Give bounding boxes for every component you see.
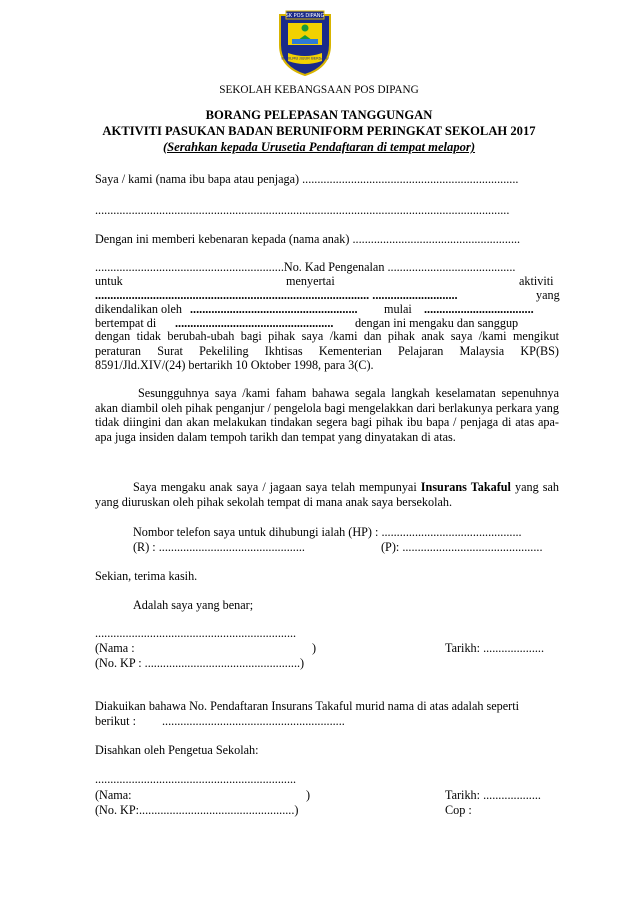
closing-text: Sekian, terima kasih. xyxy=(95,569,198,583)
location-field[interactable]: .................................................... xyxy=(175,316,334,330)
parent-name-label[interactable]: (Nama : xyxy=(95,641,135,655)
form-instruction: (Serahkan kepada Urusetia Pendaftaran di tempat melapor) xyxy=(162,140,476,154)
phone-home-field[interactable]: (R) : ................................................ xyxy=(133,540,305,554)
insurance-paragraph xyxy=(95,480,559,509)
parent-name-field[interactable]: Saya / kami (nama ibu bapa atau penjaga) ....................................................................... xyxy=(95,172,519,186)
phone-hp-field[interactable]: Nombor telefon saya untuk dihubungi ialah (HP) : .............................................. xyxy=(133,525,522,539)
acknowledgement-text: Diakuikan bahawa No. Pendaftaran Insurans Takaful murid nama di atas adalah seperti xyxy=(95,699,519,713)
menyertai-word: menyertai xyxy=(286,274,335,288)
ic-number-field[interactable]: ..............................................................No. Kad Pengenalan .......................................... xyxy=(95,260,516,274)
insurance-registration-field[interactable]: ............................................................ xyxy=(162,714,345,728)
parent-ic-field[interactable]: (No. KP : ...................................................) xyxy=(95,656,305,670)
principal-ic-field[interactable]: (No. KP:...................................................) xyxy=(95,803,299,817)
principal-date-field[interactable]: Tarikh: ................... xyxy=(445,788,541,802)
parent-name-close: ) xyxy=(312,641,317,655)
child-name-field[interactable]: Dengan ini memberi kebenaran kepada (nama anak) ....................................................... xyxy=(95,232,521,246)
school-stamp-label: Cop : xyxy=(445,803,472,817)
yang-word: yang xyxy=(536,288,560,302)
aktiviti-word: aktiviti xyxy=(519,274,554,288)
principal-signature-line[interactable]: .................................................................. xyxy=(95,772,297,786)
school-name: SEKOLAH KEBANGSAAN POS DIPANG xyxy=(219,84,419,96)
crest-banner-text: SK POS DIPANG xyxy=(285,13,325,20)
activity-name-field[interactable]: .......................................................................................... ............................ xyxy=(95,288,458,302)
managed-by-label: dikendalikan oleh xyxy=(95,302,182,316)
start-label: mulai xyxy=(384,302,412,316)
form-instruction-wrap xyxy=(0,140,638,155)
declaration-start: dengan ini mengaku dan sanggup xyxy=(355,316,519,330)
parent-signature-line[interactable]: .................................................................. xyxy=(95,626,297,640)
verified-by-text: Disahkan oleh Pengetua Sekolah: xyxy=(95,743,259,757)
parent-date-field[interactable]: Tarikh: .................... xyxy=(445,641,545,655)
insurance-text-c: yang sah yang diuruskan oleh pihak sekolah tempat di mana anak saya bersekolah. xyxy=(95,480,560,509)
location-label: bertempat di xyxy=(95,316,157,330)
form-subtitle: AKTIVITI PASUKAN BADAN BERUNIFORM PERINGKAT SEKOLAH 2017 xyxy=(102,124,536,138)
safety-paragraph: Sesungguhnya saya /kami faham bahawa segala langkah keselamatan sepenuhnya akan diambil oleh pihak penganjur / pengelola bagi mengelakkan dari berlakunya perkara yang tidak diingini dan akan melakukan tindakan segera bagi pihak ibu bapa / penjaga di atas apa-apa juga insiden dalam tempoh tarikh dan tempat yang dinyatakan di atas. xyxy=(95,386,559,444)
start-date-field[interactable]: .................................... xyxy=(424,302,534,316)
insurance-text-a: Saya mengaku anak saya / jagaan saya telah mempunyai xyxy=(133,480,417,494)
acknowledgement-label: berikut : xyxy=(95,714,136,728)
principal-name-label[interactable]: (Nama: xyxy=(95,788,132,802)
phone-office-field[interactable]: (P): .............................................. xyxy=(381,540,543,554)
school-crest-logo xyxy=(274,9,336,77)
untuk-word: untuk xyxy=(95,274,123,288)
form-title: BORANG PELEPASAN TANGGUNGAN xyxy=(205,108,433,122)
insurance-takaful-bold: Insurans Takaful xyxy=(420,480,511,494)
declaration-paragraph: dengan tidak berubah-ubah bagi pihak saya /kami dan pihak anak saya /kami mengikut peraturan Surat Pekeliling Ikhtisas Kementerian Pelajaran Malaysia KP(BS) 8591/Jld.XIV/(24) bertarikh 10 Oktober 1998, para 3(C). xyxy=(95,329,559,373)
crest-motto-text: BERILMU JUJUR BERSATU xyxy=(281,55,329,61)
yours-truly-text: Adalah saya yang benar; xyxy=(133,598,254,612)
parent-name-continuation-field[interactable]: ........................................................................................................................................ xyxy=(95,203,510,217)
principal-name-close: ) xyxy=(306,788,311,802)
managed-by-field[interactable]: ....................................................... xyxy=(190,302,358,316)
